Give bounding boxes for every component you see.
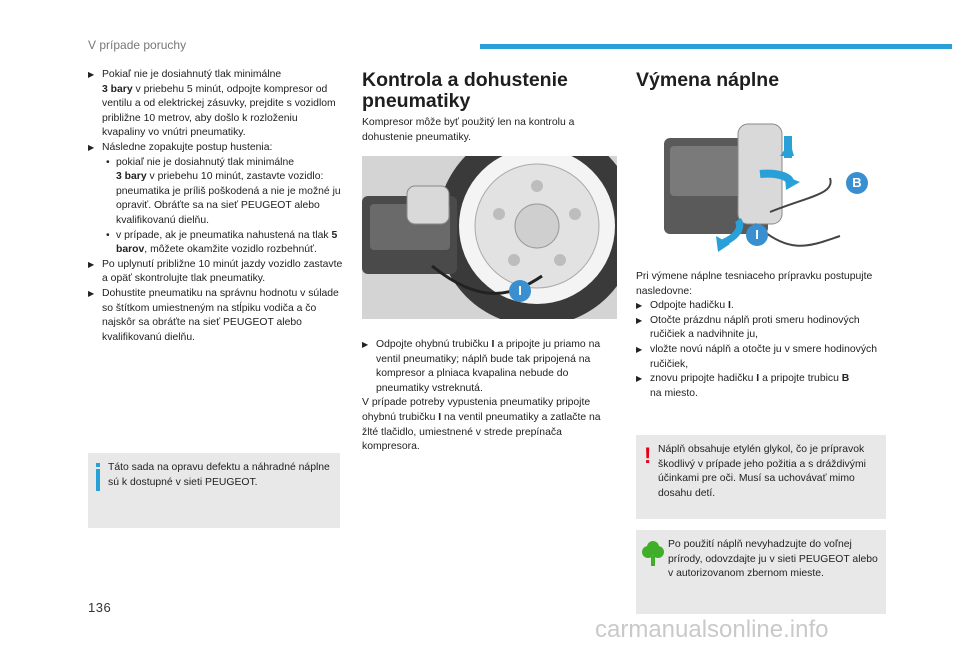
paragraph: Pri výmene náplne tesniaceho prípravku postupujte nasledovne: (636, 271, 873, 297)
arrow-bullet-icon: ▶ (362, 340, 369, 349)
cartridge-drawing (660, 116, 875, 266)
list-item: ▶ Pokiaľ nie je dosiahnutý tlak minimálne 3 bary v priebehu 5 minút, odpojte kompresor od ventilu a od elektrickej zásuvky, prejdite s vozidlom približne 10 metrov, aby došlo k rozloženiu kvapaliny vo vnútri pneumatiky. (88, 69, 336, 139)
list-item: ▶ Dohustite pneumatiku na správnu hodnotu v súlade so štítkom umiestneným na stĺpiku vodiča a čo najskôr sa obráťte na sieť PEUGEOT alebo kvalifikovanú dielňu. (88, 287, 339, 343)
callout-label-i: I (509, 280, 531, 302)
arrow-bullet-icon: ▶ (88, 288, 95, 298)
cartridge-illustration (660, 116, 875, 266)
right-steps (636, 270, 886, 401)
watermark: carmanualsonline.info (595, 616, 829, 643)
arrow-bullet-icon: ▶ (636, 315, 643, 325)
list-item: ▶ znovu pripojte hadičku I a pripojte trubicu B na miesto. (636, 373, 850, 399)
list-item: ▶ Následne zopakujte postup hustenia: (88, 141, 343, 156)
compressor-tire-drawing (362, 156, 617, 319)
list-item: ▶ Otočte prázdnu náplň proti smeru hodinových ručičiek a nadvihnite ju, (636, 314, 860, 341)
arrow-bullet-icon: ▶ (636, 344, 643, 354)
compressor-tire-illustration (362, 156, 617, 319)
sub-list-item: • v prípade, ak je pneumatika nahustená na tlak 5 barov, môžete okamžite vozidlo rozbehnúť. (106, 229, 338, 256)
arrow-bullet-icon: ▶ (88, 259, 95, 269)
warning-note: ! Náplň obsahuje etylén glykol, čo je prípravok škodlivý v prípade jeho požitia a s dráždivými účinkami pre oči. Musí sa uchovávať mimo dosahu detí. (636, 435, 886, 519)
left-column (88, 68, 343, 345)
header-accent-bar (480, 44, 952, 49)
list-item: ▶ Odpojte ohybnú trubičku I a pripojte ju priamo na ventil pneumatiky; náplň bude tak pripojená na kompresor a plniaca kvapalina nebude do pneumatiky vstreknutá. (362, 339, 601, 394)
list-item: ▶ Po uplynutí približne 10 minút jazdy vozidlo zastavte a opäť skontrolujte tlak pneumatiky. (88, 258, 343, 285)
list-item: ▶ Odpojte hadičku I. (636, 299, 886, 314)
section-title: Výmena náplne (636, 69, 780, 91)
warning-icon: ! (644, 443, 652, 468)
section-header: V prípade poruchy (88, 38, 187, 52)
middle-steps (362, 338, 618, 455)
intro-text: Kompresor môže byť použitý len na kontrolu a dohustenie pneumatiky. (362, 117, 575, 143)
callout-label-i: I (746, 224, 768, 246)
eco-note: Po použití náplň nevyhadzujte do voľnej prírody, odovzdajte ju v sieti PEUGEOT alebo v autorizovanom zbernom mieste. (636, 530, 886, 614)
section-title: Kontrola a dohustenie pneumatiky (362, 69, 568, 112)
arrow-bullet-icon: ▶ (88, 142, 95, 152)
paragraph: V prípade potreby vypustenia pneumatiky pripojte ohybnú trubičku I na ventil pneumatiky a zatlačte na žlté tlačidlo, umiestnené v strede prepínača kompresora. (362, 397, 601, 453)
tree-icon (642, 540, 664, 566)
arrow-bullet-icon: ▶ (636, 374, 643, 384)
info-note: Táto sada na opravu defektu a náhradné náplne sú k dostupné v sieti PEUGEOT. (88, 453, 340, 528)
info-icon (96, 469, 100, 491)
list-item: ▶ vložte novú náplň a otočte ju v smere hodinových ručičiek, (636, 343, 877, 370)
sub-list-item: • pokiaľ nie je dosiahnutý tlak minimálne 3 bary v priebehu 10 minút, zastavte vozidlo: pneumatika je príliš poškodená a nie je možné ju opraviť. Obráťte sa na sieť PEUGEOT alebo kvalifikovanú dielňu. (106, 156, 341, 226)
page-number: 136 (88, 600, 112, 615)
arrow-bullet-icon: ▶ (636, 301, 643, 311)
callout-label-b: B (846, 172, 868, 194)
arrow-bullet-icon: ▶ (88, 70, 95, 79)
